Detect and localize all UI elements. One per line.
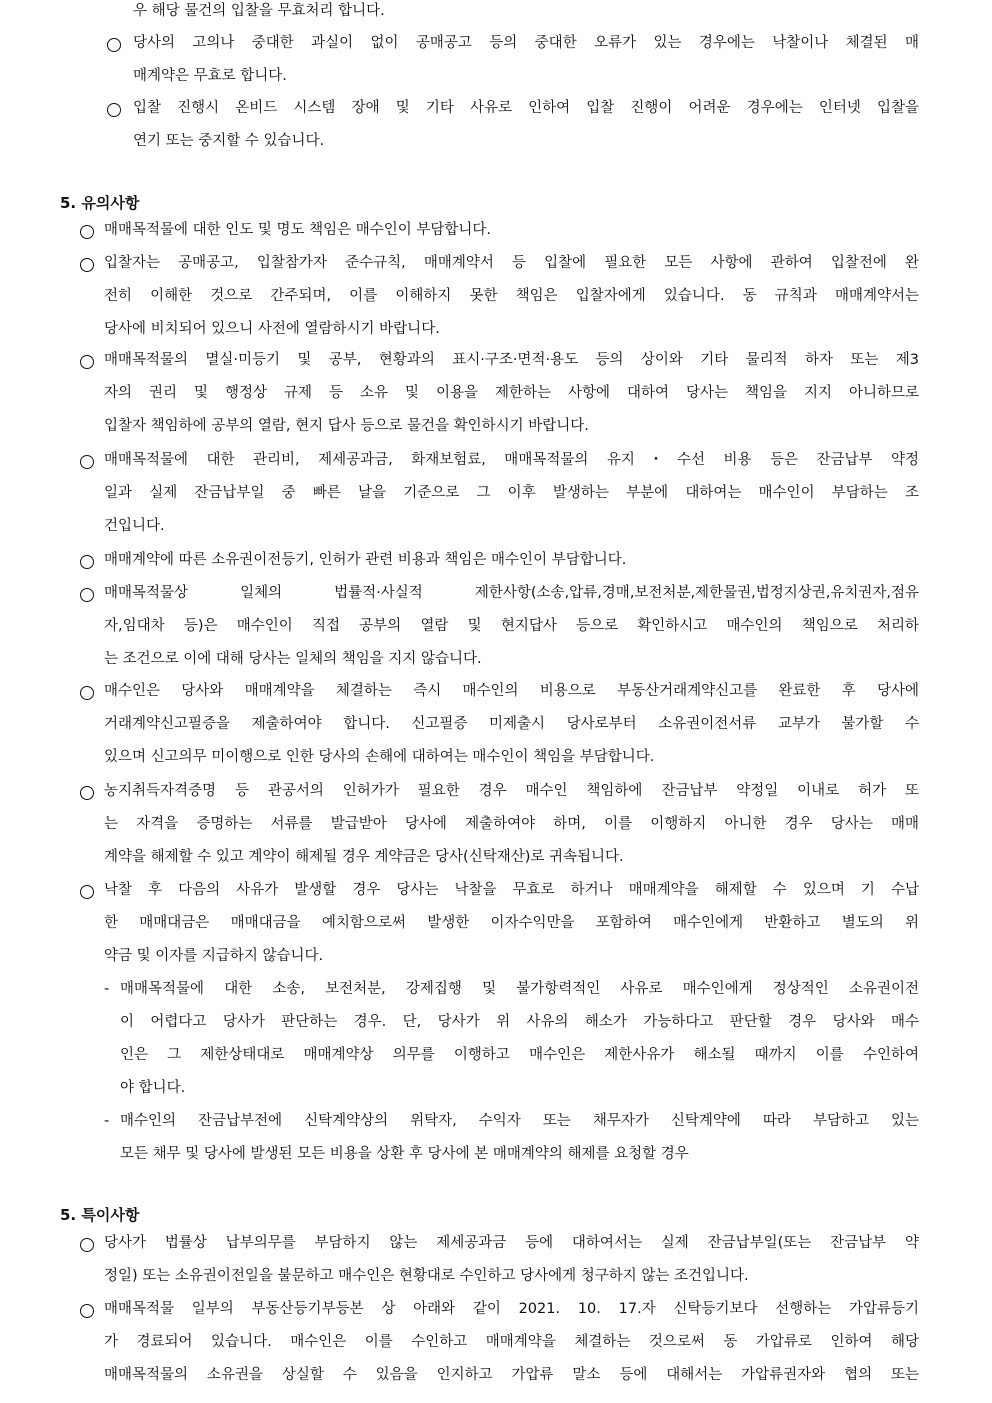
circle-bullet-icon: [80, 225, 94, 239]
list-item-line: 전히 이해한 것으로 간주되며, 이를 이해하지 못한 책임은 입찰자에게 있습니다. 동 규칙과 매매계약서는: [104, 288, 919, 304]
list-item-line: 연기 또는 중지할 수 있습니다.: [133, 133, 325, 149]
list-item-line: 매매목적물 일부의 부동산등기부등본 상 아래와 같이 2021. 10. 17.자 신탁등기보다 선행하는 가압류등기: [104, 1301, 919, 1317]
list-item-line: 자,임대차 등)은 매수인이 직접 공부의 열람 및 현지답사 등으로 확인하시고 매수인의 책임으로 처리하: [104, 618, 919, 634]
list-item-line: 정일) 또는 소유권이전일을 불문하고 매수인은 현황대로 수인하고 당사에게 청구하지 않는 조건입니다.: [104, 1268, 749, 1284]
list-item-line: 자의 권리 및 행정상 규제 등 소유 및 이용을 제한하는 사항에 대하여 당사는 책임을 지지 아니하므로: [104, 385, 919, 401]
circle-bullet-icon: [80, 455, 94, 469]
circle-bullet-icon: [107, 103, 121, 117]
circle-bullet-icon: [80, 555, 94, 569]
circle-bullet-icon: [80, 588, 94, 602]
dash-bullet-icon: -: [104, 1113, 110, 1129]
list-item-line: 는 조건으로 이에 대해 당사는 일체의 책임을 지지 않습니다.: [104, 651, 482, 667]
sub-item-line: 매매목적물에 대한 소송, 보전처분, 강제집행 및 불가항력적인 사유로 매수인에게 정상적인 소유권이전: [120, 981, 919, 997]
sub-item-line: 야 합니다.: [120, 1080, 186, 1096]
list-item-line: 입찰자 책임하에 공부의 열람, 현지 답사 등으로 물건을 확인하시기 바랍니다.: [104, 418, 589, 434]
list-item-line: 당사가 법률상 납부의무를 부담하지 않는 제세공과금 등에 대하여서는 실제 잔금납부일(또는 잔금납부 약: [104, 1235, 919, 1251]
circle-bullet-icon: [80, 686, 94, 700]
list-item-line: 매매목적물의 멸실·미등기 및 공부, 현황과의 표시·구조·면적·용도 등의 상이와 기타 물리적 하자 또는 제3: [104, 352, 919, 368]
list-item-line: 농지취득자격증명 등 관공서의 인허가가 필요한 경우 매수인 책임하에 잔금납부 약정일 이내로 허가 또: [104, 783, 919, 799]
circle-bullet-icon: [80, 885, 94, 899]
list-item-line: 일과 실제 잔금납부일 중 빠른 날을 기준으로 그 이후 발생하는 부분에 대하여는 매수인이 부담하는 조: [104, 485, 919, 501]
sub-item-line: 인은 그 제한상태대로 매매계약상 의무를 이행하고 매수인은 제한사유가 해소될 때까지 이를 수인하여: [120, 1047, 919, 1063]
dash-bullet-icon: -: [104, 981, 110, 997]
list-item-line: 건입니다.: [104, 518, 165, 534]
circle-bullet-icon: [80, 1304, 94, 1318]
list-item-line: 거래계약신고필증을 제출하여야 합니다. 신고필증 미제출시 당사로부터 소유권이전서류 교부가 불가할 수: [104, 716, 919, 732]
list-item-line: 있으며 신고의무 미이행으로 인한 당사의 손해에 대하여는 매수인이 책임을 부담합니다.: [104, 749, 655, 765]
list-item-line: 매계약은 무효로 합니다.: [133, 68, 287, 84]
list-item-line: 당사의 고의나 중대한 과실이 없이 공매공고 등의 중대한 오류가 있는 경우에는 낙찰이나 체결된 매: [133, 35, 919, 51]
list-item-line: 매매목적물의 소유권을 상실할 수 있음을 인지하고 가압류 말소 등에 대해서는 가압류권자와 협의 또는: [104, 1367, 919, 1383]
list-item-line: 낙찰 후 다음의 사유가 발생할 경우 당사는 낙찰을 무효로 하거나 매매계약을 해제할 수 있으며 기 수납: [104, 882, 919, 898]
sub-item-line: 모든 채무 및 당사에 발생된 모든 비용을 상환 후 당사에 본 매매계약의 해제를 요청할 경우: [120, 1146, 689, 1162]
list-item-line: 계약을 해제할 수 있고 계약이 해제될 경우 계약금은 당사(신탁재산)로 귀속됩니다.: [104, 849, 624, 865]
list-item-line: 매매목적물에 대한 인도 및 명도 책임은 매수인이 부담합니다.: [104, 222, 492, 238]
list-item-line: 한 매매대금은 매매대금을 예치함으로써 발생한 이자수익만을 포함하여 매수인에게 반환하고 별도의 위: [104, 915, 919, 931]
list-item-line: 매매계약에 따른 소유권이전등기, 인허가 관련 비용과 책임은 매수인이 부담합니다.: [104, 552, 627, 568]
section-heading: 5. 특이사항: [60, 1206, 140, 1224]
circle-bullet-icon: [80, 355, 94, 369]
list-item-line: 매매목적물상 일체의 법률적·사실적 제한사항(소송,압류,경매,보전처분,제한물권,법정지상권,유치권자,점유: [104, 585, 919, 601]
list-item-line: 매매목적물에 대한 관리비, 제세공과금, 화재보험료, 매매목적물의 유지・수선 비용 등은 잔금납부 약정: [104, 452, 919, 468]
continued-line: 우 해당 물건의 입찰을 무효처리 합니다.: [133, 3, 385, 19]
sub-item-line: 매수인의 잔금납부전에 신탁계약상의 위탁자, 수익자 또는 채무자가 신탁계약에 따라 부담하고 있는: [120, 1113, 919, 1129]
section-heading: 5. 유의사항: [60, 194, 140, 212]
list-item-line: 매수인은 당사와 매매계약을 체결하는 즉시 매수인의 비용으로 부동산거래계약신고를 완료한 후 당사에: [104, 683, 919, 699]
list-item-line: 가 경료되어 있습니다. 매수인은 이를 수인하고 매매계약을 체결하는 것으로써 동 가압류로 인하여 해당: [104, 1334, 919, 1350]
list-item-line: 당사에 비치되어 있으니 사전에 열람하시기 바랍니다.: [104, 321, 440, 337]
list-item-line: 입찰 진행시 온비드 시스템 장애 및 기타 사유로 인하여 입찰 진행이 어려운 경우에는 인터넷 입찰을: [133, 100, 919, 116]
circle-bullet-icon: [80, 258, 94, 272]
list-item-line: 는 자격을 증명하는 서류를 발급받아 당사에 제출하여야 하며, 이를 이행하지 아니한 경우 당사는 매매: [104, 816, 919, 832]
circle-bullet-icon: [80, 1238, 94, 1252]
list-item-line: 입찰자는 공매공고, 입찰참가자 준수규칙, 매매계약서 등 입찰에 필요한 모든 사항에 관하여 입찰전에 완: [104, 255, 919, 271]
circle-bullet-icon: [107, 38, 121, 52]
sub-item-line: 이 어렵다고 당사가 판단하는 경우. 단, 당사가 위 사유의 해소가 가능하다고 판단할 경우 당사와 매수: [120, 1014, 919, 1030]
list-item-line: 약금 및 이자를 지급하지 않습니다.: [104, 948, 324, 964]
circle-bullet-icon: [80, 786, 94, 800]
